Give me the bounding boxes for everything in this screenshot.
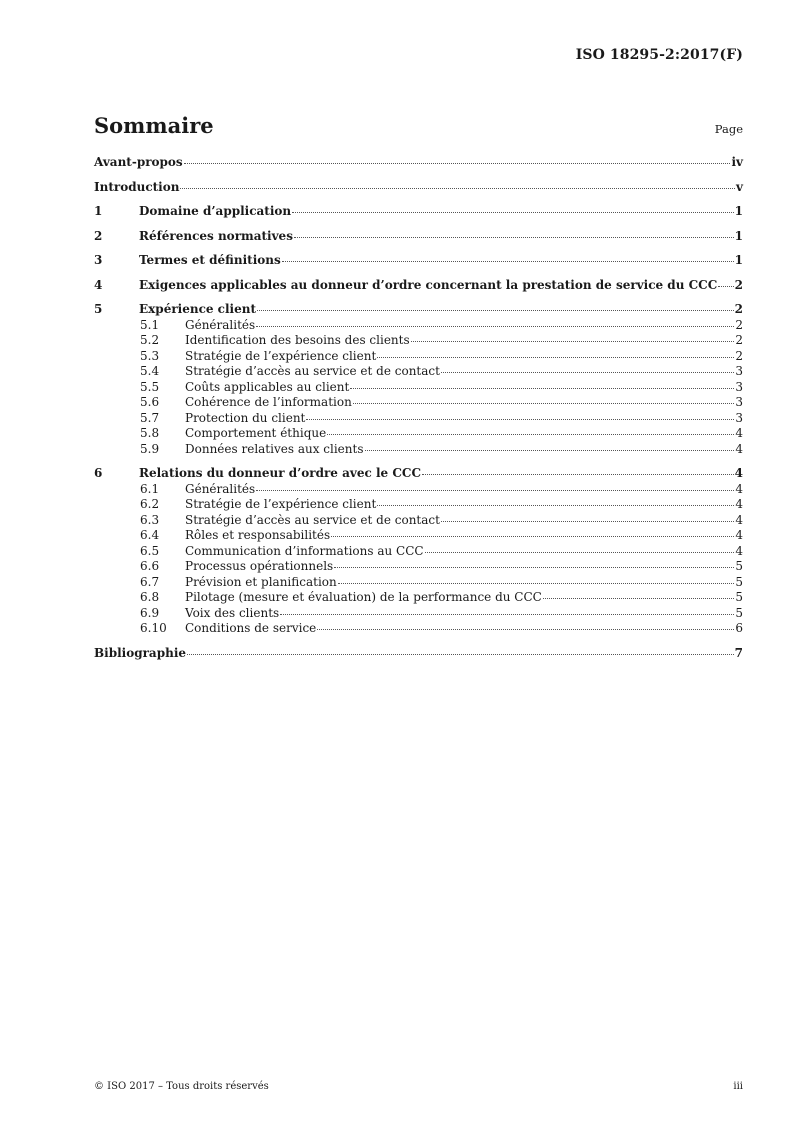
dot-leader bbox=[441, 371, 734, 373]
dot-leader bbox=[331, 535, 734, 537]
toc-entry[interactable] bbox=[94, 155, 743, 171]
toc-entry-page: 3 bbox=[735, 364, 743, 378]
toc-entry-label: Références normatives bbox=[139, 228, 293, 243]
toc-entry-page: 5 bbox=[735, 605, 743, 620]
toc-entry[interactable] bbox=[94, 229, 743, 245]
toc-entry-label: Domaine d’application bbox=[139, 204, 292, 218]
toc-entry-number: 5.7 bbox=[140, 410, 160, 425]
page-footer bbox=[94, 1081, 743, 1092]
dot-leader bbox=[180, 187, 735, 189]
toc-entry-page: 4 bbox=[735, 441, 743, 456]
toc-entry-number: 5.6 bbox=[140, 395, 160, 409]
toc-entry[interactable] bbox=[94, 380, 743, 396]
toc-entry-page: 2 bbox=[735, 317, 743, 332]
page-number: iii bbox=[733, 1081, 743, 1092]
toc-entry-number: 5.1 bbox=[140, 317, 160, 332]
toc-entry-label: Identification des besoins des clients bbox=[185, 333, 410, 347]
dot-leader bbox=[292, 211, 734, 213]
toc-entry-page: 4 bbox=[735, 543, 743, 558]
toc-entry-label: Données relatives aux clients bbox=[185, 441, 364, 456]
toc-entry-number: 6.2 bbox=[140, 497, 160, 511]
toc-entry-label: Cohérence de l’information bbox=[185, 395, 352, 409]
toc-entry-page: 1 bbox=[734, 228, 743, 243]
toc-entry-label: Stratégie d’accès au service et de contact bbox=[185, 512, 440, 527]
toc-entry-number: 6.4 bbox=[140, 528, 160, 542]
dot-leader bbox=[334, 566, 734, 568]
toc-entry-number: 5 bbox=[94, 302, 103, 316]
toc-entry-page: 3 bbox=[735, 410, 743, 425]
table-of-contents bbox=[94, 155, 743, 661]
toc-entry-label: Bibliographie bbox=[94, 645, 187, 660]
toc-entry-label: Prévision et planification bbox=[185, 574, 337, 589]
dot-leader bbox=[317, 628, 734, 630]
dot-leader bbox=[187, 653, 734, 655]
toc-entry-number: 6.7 bbox=[140, 574, 160, 589]
toc-entry-label: Comportement éthique bbox=[185, 426, 327, 440]
toc-entry[interactable] bbox=[94, 333, 743, 349]
toc-entry-label: Expérience client bbox=[139, 302, 257, 316]
toc-entry-label: Processus opérationnels bbox=[185, 559, 334, 573]
toc-entry[interactable] bbox=[94, 253, 743, 269]
toc-entry[interactable] bbox=[94, 646, 743, 662]
toc-entry-page: iv bbox=[731, 155, 743, 169]
toc-entry[interactable] bbox=[94, 590, 743, 606]
toc-entry-page: 4 bbox=[735, 512, 743, 527]
toc-entry-label: Stratégie d’accès au service et de contact bbox=[185, 364, 440, 378]
toc-entry-page: 1 bbox=[734, 253, 743, 267]
toc-entry-page: v bbox=[736, 179, 743, 194]
toc-title: Sommaire bbox=[94, 113, 214, 138]
dot-leader bbox=[425, 551, 735, 553]
toc-entry-label: Rôles et responsabilités bbox=[185, 528, 331, 542]
dot-leader bbox=[294, 236, 734, 238]
toc-entry[interactable] bbox=[94, 544, 743, 560]
toc-entry-page: 3 bbox=[735, 395, 743, 409]
toc-entry-page: 5 bbox=[735, 590, 743, 604]
toc-entry-number: 1 bbox=[94, 204, 103, 218]
toc-entry[interactable] bbox=[94, 621, 743, 637]
toc-entry-number: 6.5 bbox=[140, 543, 160, 558]
toc-entry-page: 1 bbox=[734, 204, 743, 218]
toc-entry-number: 6.10 bbox=[140, 621, 167, 635]
dot-leader bbox=[280, 613, 734, 615]
toc-entry-number: 3 bbox=[94, 253, 103, 267]
toc-entry-number: 6.1 bbox=[140, 481, 160, 496]
toc-title-row bbox=[94, 113, 743, 138]
dot-leader bbox=[422, 473, 734, 475]
toc-entry[interactable] bbox=[94, 575, 743, 591]
dot-leader bbox=[353, 402, 735, 404]
toc-entry-number: 6.8 bbox=[140, 590, 160, 604]
toc-entry[interactable] bbox=[94, 426, 743, 442]
toc-entry-number: 5.9 bbox=[140, 441, 160, 456]
toc-entry[interactable] bbox=[94, 204, 743, 220]
toc-entry-number: 4 bbox=[94, 277, 103, 292]
toc-entry-label: Relations du donneur d’ordre avec le CCC bbox=[139, 466, 422, 480]
dot-leader bbox=[377, 356, 734, 358]
toc-entry-label: Conditions de service bbox=[185, 621, 317, 635]
toc-entry[interactable] bbox=[94, 395, 743, 411]
toc-entry-page: 4 bbox=[734, 466, 743, 480]
dot-leader bbox=[184, 162, 731, 164]
toc-entry-page: 4 bbox=[735, 426, 743, 440]
dot-leader bbox=[282, 260, 734, 262]
toc-entry-number: 2 bbox=[94, 228, 103, 243]
toc-entry-page: 5 bbox=[735, 559, 743, 573]
toc-entry-label: Communication d’informations au CCC bbox=[185, 543, 424, 558]
toc-entry-number: 5.8 bbox=[140, 426, 160, 440]
toc-entry-label: Introduction bbox=[94, 179, 180, 194]
toc-entry-page: 4 bbox=[735, 481, 743, 496]
toc-entry-label: Généralités bbox=[185, 317, 256, 332]
toc-entry[interactable] bbox=[94, 482, 743, 498]
toc-entry[interactable] bbox=[94, 278, 743, 294]
toc-entry-number: 5.5 bbox=[140, 379, 160, 394]
dot-leader bbox=[365, 449, 735, 451]
document-id: ISO 18295-2:2017(F) bbox=[575, 47, 743, 63]
dot-leader bbox=[350, 387, 734, 389]
toc-entry-label: Exigences applicables au donneur d’ordre concernant la prestation de service du CCC bbox=[139, 277, 718, 292]
toc-entry[interactable] bbox=[94, 513, 743, 529]
toc-entry-page: 5 bbox=[735, 574, 743, 589]
copyright-notice: © ISO 2017 – Tous droits réservés bbox=[94, 1081, 269, 1092]
dot-leader bbox=[256, 489, 734, 491]
toc-entry-page: 2 bbox=[734, 277, 743, 292]
toc-entry[interactable] bbox=[94, 318, 743, 334]
toc-entry-label: Pilotage (mesure et évaluation) de la performance du CCC bbox=[185, 590, 542, 604]
toc-entry[interactable] bbox=[94, 411, 743, 427]
toc-entry-label: Termes et définitions bbox=[139, 253, 281, 267]
toc-entry-label: Coûts applicables au client bbox=[185, 379, 350, 394]
dot-leader bbox=[327, 433, 734, 435]
toc-entry-number: 6 bbox=[94, 466, 103, 480]
toc-entry-number: 6.3 bbox=[140, 512, 160, 527]
toc-entry-number: 6.6 bbox=[140, 559, 160, 573]
toc-entry[interactable] bbox=[94, 302, 743, 318]
dot-leader bbox=[441, 520, 734, 522]
dot-leader bbox=[543, 597, 735, 599]
toc-entry-label: Généralités bbox=[185, 481, 256, 496]
toc-entry[interactable] bbox=[94, 466, 743, 482]
toc-entry-page: 4 bbox=[735, 528, 743, 542]
toc-entry[interactable] bbox=[94, 349, 743, 365]
toc-entry-page: 7 bbox=[734, 645, 743, 660]
toc-entry-page: 2 bbox=[735, 333, 743, 347]
dot-leader bbox=[718, 285, 733, 287]
dot-leader bbox=[411, 340, 735, 342]
dot-leader bbox=[256, 325, 734, 327]
toc-entry[interactable] bbox=[94, 528, 743, 544]
dot-leader bbox=[377, 504, 734, 506]
toc-entry[interactable] bbox=[94, 606, 743, 622]
toc-entry-label: Protection du client bbox=[185, 410, 306, 425]
dot-leader bbox=[306, 418, 734, 420]
toc-entry-label: Avant-propos bbox=[94, 155, 183, 169]
toc-entry[interactable] bbox=[94, 180, 743, 196]
toc-entry-page: 2 bbox=[734, 302, 743, 316]
toc-entry-number: 6.9 bbox=[140, 605, 160, 620]
dot-leader bbox=[338, 582, 735, 584]
toc-entry[interactable] bbox=[94, 559, 743, 575]
toc-entry-number: 5.2 bbox=[140, 333, 160, 347]
toc-entry-page: 4 bbox=[735, 497, 743, 511]
toc-entry-page: 6 bbox=[735, 621, 743, 635]
page-column-label: Page bbox=[714, 122, 743, 136]
toc-entry-label: Stratégie de l’expérience client bbox=[185, 348, 377, 363]
toc-entry[interactable] bbox=[94, 442, 743, 458]
toc-entry-page: 2 bbox=[735, 348, 743, 363]
dot-leader bbox=[257, 309, 734, 311]
toc-entry[interactable] bbox=[94, 364, 743, 380]
toc-entry-page: 3 bbox=[735, 379, 743, 394]
toc-entry-label: Voix des clients bbox=[185, 605, 280, 620]
toc-entry-label: Stratégie de l’expérience client bbox=[185, 497, 377, 511]
toc-entry[interactable] bbox=[94, 497, 743, 513]
toc-entry-number: 5.3 bbox=[140, 348, 160, 363]
toc-entry-number: 5.4 bbox=[140, 364, 160, 378]
